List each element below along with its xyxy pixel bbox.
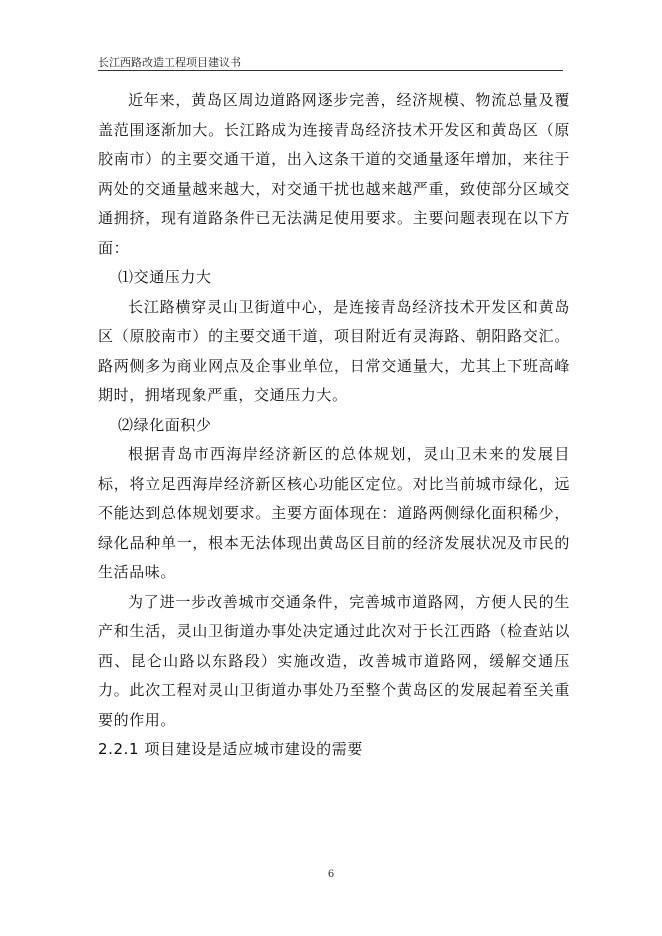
paragraph-intro: 近年来，黄岛区周边道路网逐步完善，经济规模、物流总量及覆盖范围逐渐加大。长江路成为连接青岛经济技术开发区和黄岛区（原胶南市）的主要交通干道，出入这条干道的交通量逐年增加，来往于两处的交通量越来越大，对交通干扰也越来越严重，致使部分区域交通拥挤，现有道路条件已无法满足使用要求。主要问题表现在以下方面： — [98, 91, 570, 257]
page-number: 6 — [327, 869, 335, 880]
list-item-traffic-pressure: ⑴交通压力大 — [118, 268, 212, 286]
section-heading: 2.2.1 项目建设是适应城市建设的需要 — [98, 740, 363, 758]
paragraph-conclusion: 为了进一步改善城市交通条件，完善城市道路网，方便人民的生产和生活，灵山卫街道办事处决定通过此次对于长江西路（检查站以西、昆仑山路以东路段）实施改造，改善城市道路网，缓解交通压力。此次工程对灵山卫街道办事处乃至整个黄岛区的发展起着至关重要的作用。 — [98, 592, 570, 729]
paragraph-traffic-pressure: 长江路横穿灵山卫街道中心，是连接青岛经济技术开发区和黄岛区（原胶南市）的主要交通干道，项目附近有灵海路、朝阳路交汇。路两侧多为商业网点及企事业单位，日常交通量大，尤其上下班高峰期时，拥堵现象严重，交通压力大。 — [98, 297, 570, 404]
header-rule — [98, 70, 563, 71]
running-header: 长江西路改造工程项目建议书 — [98, 56, 241, 69]
list-item-greening: ⑵绿化面积少 — [118, 415, 212, 434]
paragraph-greening: 根据青岛市西海岸经济新区的总体规划，灵山卫未来的发展目标，将立足西海岸经济新区核心功能区定位。对比当前城市绿化，远不能达到总体规划要求。主要方面体现在：道路两侧绿化面积稀少，绿化品种单一，根本无法体现出黄岛区目前的经济发展状况及市民的生活品味。 — [98, 445, 570, 581]
document-body — [98, 86, 570, 765]
